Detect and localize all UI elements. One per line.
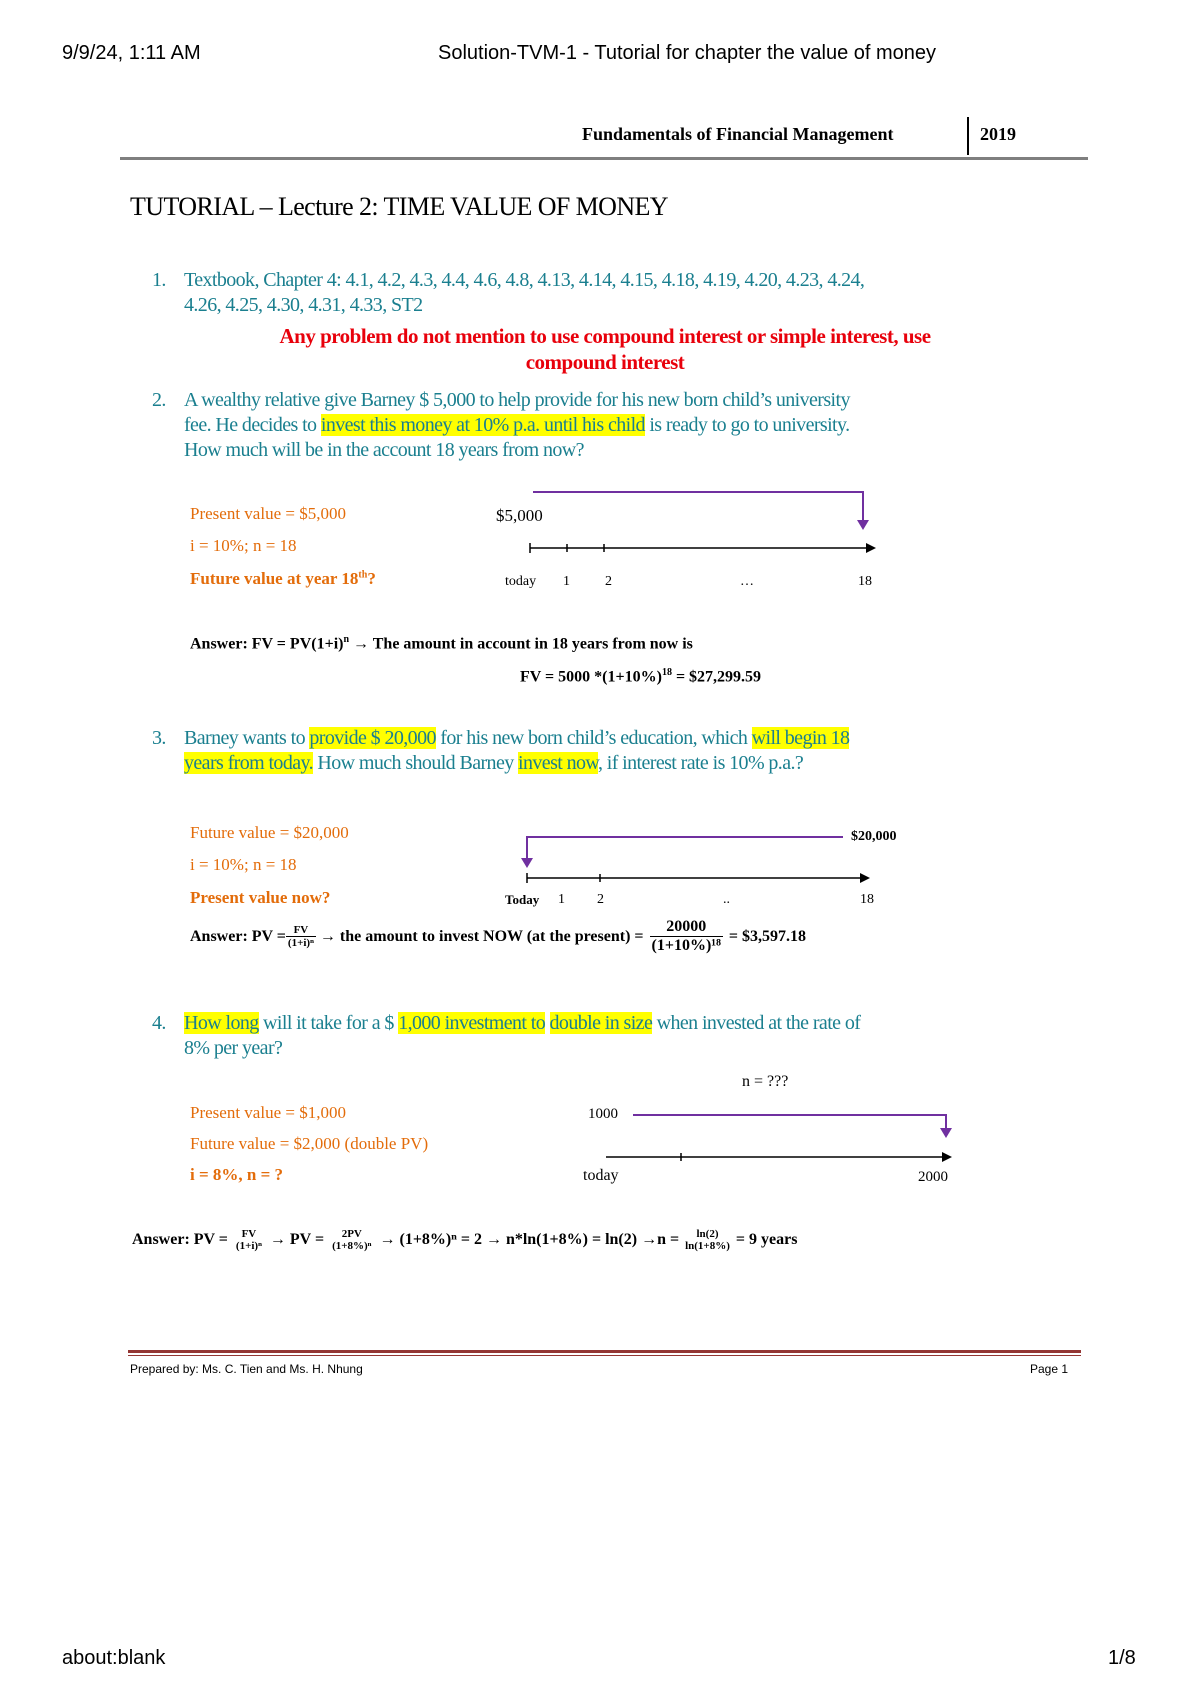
question-2-text: A wealthy relative give Barney $ 5,000 to help provide for his new born child’s university <box>184 389 850 411</box>
page-title: TUTORIAL – Lecture 2: TIME VALUE OF MONEY <box>130 192 668 221</box>
timeline-label-today: Today <box>505 892 540 907</box>
question-2-text: fee. He decides to invest this money at 10% p.a. until his child is ready to go to university. <box>184 414 850 436</box>
list-number: 2. <box>152 389 166 411</box>
timeline-label-today: today <box>583 1167 619 1184</box>
present-value-question: Present value now? <box>190 888 331 907</box>
doc-page-number: Page 1 <box>1030 1362 1069 1376</box>
footer-rule <box>128 1350 1081 1353</box>
print-page: 1/8 <box>1108 1647 1136 1669</box>
question-4-text: 8% per year? <box>184 1037 283 1059</box>
answer-formula: Answer: PV = FV (1+i)ⁿ → PV = 2PV (1+8%)ⁿ → (1+8%)ⁿ = 2 → n*ln(1+8%) = ln(2) →n = ln(2) ln(1+8%) = 9 years <box>132 1228 798 1252</box>
timeline-label-ellipsis: .. <box>723 892 730 907</box>
given-rate-periods: i = 10%; n = 18 <box>190 855 297 874</box>
print-title: Solution-TVM-1 - Tutorial for chapter the value of money <box>438 42 937 64</box>
question-4-text: How long will it take for a $ 1,000 investment to double in size when invested at the rate of <box>184 1012 861 1034</box>
print-datetime: 9/9/24, 1:11 AM <box>62 42 201 64</box>
timeline-label-18: 18 <box>860 892 874 907</box>
textbook-exercises: Textbook, Chapter 4: 4.1, 4.2, 4.3, 4.4, 4.6, 4.8, 4.13, 4.14, 4.15, 4.18, 4.19, 4.20, 4.23, 4.24, <box>184 269 865 291</box>
list-number: 1. <box>152 269 166 291</box>
question-3-text: years from today. How much should Barney invest now, if interest rate is 10% p.a.? <box>184 752 804 774</box>
question-3-text: Barney wants to provide $ 20,000 for his new born child’s education, which will begin 18 <box>184 727 850 749</box>
timeline-amount: $20,000 <box>851 829 897 844</box>
timeline-label-1: 1 <box>563 574 570 589</box>
given-future-value: Future value = $2,000 (double PV) <box>190 1134 429 1153</box>
future-value-question: Future value at year 18th? <box>190 569 376 588</box>
given-rate-periods: i = 10%; n = 18 <box>190 536 297 555</box>
course-name: Fundamentals of Financial Management <box>582 124 894 144</box>
given-rate-periods: i = 8%, n = ? <box>190 1165 284 1184</box>
answer-formula: Answer: FV = $PV(1+i)^n$ → The amount in account in 18 years from now is <box>190 634 693 653</box>
timeline-q2 <box>480 480 880 600</box>
answer-formula: Answer: PV = $\frac{FV}{\text{(1+i)ⁿ}}$ → the amount to invest NOW (at the present) = $\frac{20000}{\text{(1+10\%)¹⁸}}$ = $3,597.18 <box>190 918 807 954</box>
timeline-amount: $5,000 <box>496 506 543 525</box>
timeline-q3 <box>480 820 880 900</box>
periods-unknown: n = ??? <box>742 1073 789 1090</box>
header-divider <box>967 117 969 155</box>
prepared-by: Prepared by: Ms. C. Tien and Ms. H. Nhung <box>130 1362 363 1376</box>
timeline-label-today: today <box>505 574 537 589</box>
course-year: 2019 <box>980 124 1016 144</box>
compound-interest-notice-cont: compound interest <box>525 350 685 374</box>
timeline-amount: 1000 <box>588 1106 618 1122</box>
question-2-text: How much will be in the account 18 years from now? <box>184 439 584 461</box>
list-number: 4. <box>152 1012 166 1034</box>
timeline-label-end: 2000 <box>918 1169 948 1185</box>
timeline-label-2: 2 <box>597 892 604 907</box>
textbook-exercises-cont: 4.26, 4.25, 4.30, 4.31, 4.33, ST2 <box>184 294 423 316</box>
timeline-q4 <box>560 1100 960 1180</box>
answer-result: FV = 5000 $*(1+10\%)^{18}$ = $27,299.59 <box>520 667 762 686</box>
list-number: 3. <box>152 727 166 749</box>
print-url: about:blank <box>62 1647 166 1669</box>
given-present-value: Present value = $1,000 <box>190 1103 346 1122</box>
timeline-label-ellipsis: … <box>740 574 754 589</box>
given-future-value: Future value = $20,000 <box>190 823 349 842</box>
compound-interest-notice: Any problem do not mention to use compound interest or simple interest, use <box>279 324 931 348</box>
footer-rule-thin <box>128 1355 1081 1356</box>
timeline-label-18: 18 <box>858 574 872 589</box>
header-rule <box>120 157 1088 160</box>
given-present-value: Present value = $5,000 <box>190 504 346 523</box>
timeline-label-1: 1 <box>558 892 565 907</box>
timeline-label-2: 2 <box>605 574 612 589</box>
